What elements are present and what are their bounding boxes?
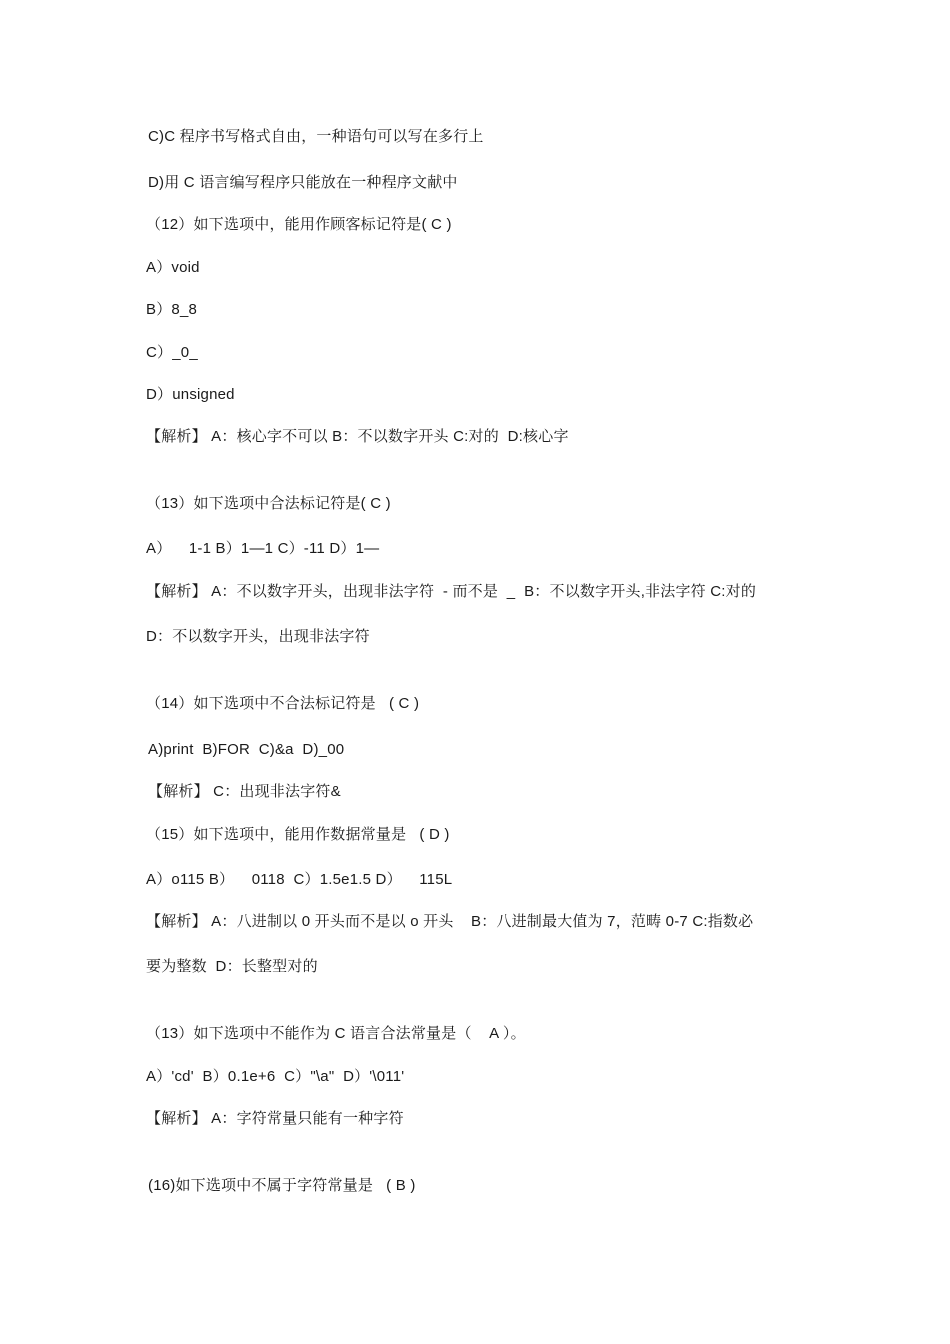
question-13-explanation: 【解析】 A：不以数字开头，出现非法字符 - 而不是 _ B：不以数字开头,非法字符 C:对的	[146, 583, 757, 600]
question-12-option-a: A）void	[146, 259, 200, 276]
question-16: (16)如下选项中不属于字符常量是 ( B )	[148, 1177, 416, 1194]
question-13b-options: A）'cd' B）0.1e+6 C）"\a" D）'\011'	[146, 1068, 405, 1085]
question-13b-explanation: 【解析】 A：字符常量只能有一种字符	[146, 1110, 404, 1127]
question-15-options: A）o115 B） 0118 C）1.5e1.5 D） 115L	[146, 871, 453, 888]
question-13-options: A） 1-1 B）1—1 C）-11 D）1—	[146, 540, 380, 557]
text-line-option-d: D)用 C 语言编写程序只能放在一种程序文献中	[148, 174, 458, 191]
question-14: （14）如下选项中不合法标记符是 ( C )	[146, 695, 420, 712]
text-line-option-c: C)C 程序书写格式自由，一种语句可以写在多行上	[148, 128, 484, 145]
question-15-explanation-cont: 要为整数 D：长整型对的	[146, 958, 318, 975]
question-14-explanation: 【解析】 C：出现非法字符&	[148, 783, 341, 800]
question-12: （12）如下选项中，能用作顾客标记符是( C )	[146, 216, 452, 233]
question-13-explanation-cont: D：不以数字开头，出现非法字符	[146, 628, 370, 645]
question-12-option-c: C）_0_	[146, 344, 198, 361]
question-13: （13）如下选项中合法标记符是( C )	[146, 495, 391, 512]
question-12-option-b: B）8_8	[146, 301, 198, 318]
question-12-option-d: D）unsigned	[146, 386, 235, 403]
question-13b: （13）如下选项中不能作为 C 语言合法常量是（ A ）。	[146, 1025, 526, 1042]
question-14-options: A)print B)FOR C)&a D)_00	[148, 741, 345, 758]
question-12-explanation: 【解析】 A：核心字不可以 B：不以数字开头 C:对的 D:核心字	[146, 428, 569, 445]
question-15-explanation: 【解析】 A：八进制以 0 开头而不是以 o 开头 B：八进制最大值为 7，范畴 0-7 C:指数必	[146, 913, 754, 930]
question-15: （15）如下选项中，能用作数据常量是 ( D )	[146, 826, 450, 843]
